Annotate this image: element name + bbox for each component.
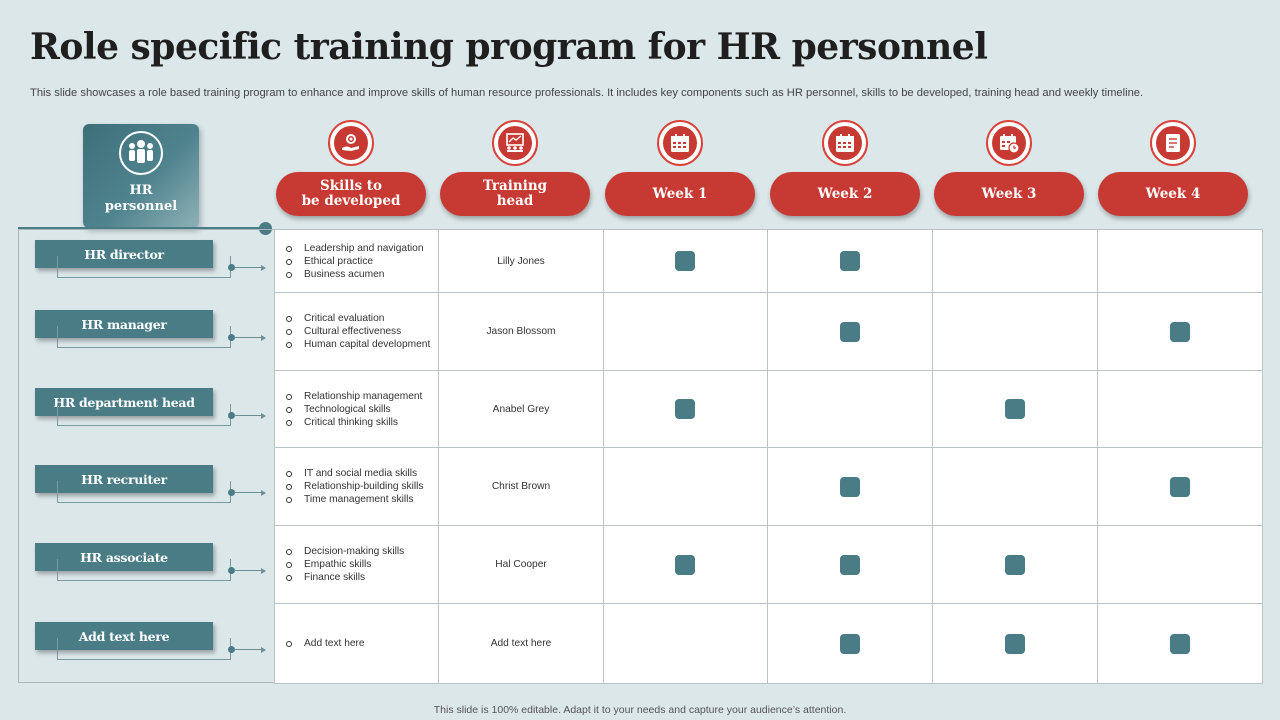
skill-item: Business acumen (285, 268, 430, 281)
arrow-right-icon (261, 647, 266, 653)
week-marker (1170, 322, 1190, 342)
week-marker (1170, 634, 1190, 654)
column-header-5: Week 4 (1098, 172, 1248, 216)
arrow-right-icon (261, 490, 266, 496)
column-header-3: Week 2 (770, 172, 920, 216)
week-1-cell (603, 604, 768, 684)
skill-item: Critical thinking skills (285, 416, 430, 429)
week-1-cell (603, 371, 768, 448)
week-marker (1005, 555, 1025, 575)
arrow-right-icon (261, 413, 266, 419)
role-label: HR department head (35, 388, 213, 416)
week-4-cell (1098, 230, 1263, 293)
calendar-clock-icon (986, 120, 1032, 166)
skill-item: Technological skills (285, 403, 430, 416)
role-connector (57, 559, 231, 581)
role-connector (57, 481, 231, 503)
arrow-right-icon (261, 568, 266, 574)
skill-item: Relationship management (285, 390, 430, 403)
role-label: Add text here (35, 622, 213, 650)
week-3-cell (933, 604, 1098, 684)
footer-note: This slide is 100% editable. Adapt it to your needs and capture your audience’s attention. (433, 704, 847, 716)
week-4-cell (1098, 526, 1263, 604)
skills-cell (275, 526, 439, 604)
column-header-2: Week 1 (605, 172, 755, 216)
arrow-right-icon (261, 335, 266, 341)
connector-line (234, 415, 262, 416)
connector-line (234, 570, 262, 571)
hr-personnel-header (83, 124, 199, 228)
skill-item: Finance skills (285, 571, 430, 584)
training-head-cell: Jason Blossom (439, 293, 603, 371)
week-1-cell (603, 293, 768, 371)
connector-line (234, 267, 262, 268)
role-connector (57, 404, 231, 426)
skill-item: Cultural effectiveness (285, 325, 430, 338)
table-row (275, 604, 1263, 684)
week-marker (675, 399, 695, 419)
skill-item: Ethical practice (285, 255, 430, 268)
training-head-cell: Christ Brown (439, 448, 603, 526)
skills-cell (275, 293, 439, 371)
week-1-cell (603, 526, 768, 604)
table-row (275, 371, 1263, 448)
role-connector (57, 326, 231, 348)
week-1-cell (603, 230, 768, 293)
skill-item: Time management skills (285, 493, 430, 506)
week-marker (840, 251, 860, 271)
week-marker (675, 555, 695, 575)
hand-gear-icon (328, 120, 374, 166)
role-connector (57, 256, 231, 278)
week-2-cell (768, 526, 933, 604)
week-4-cell (1098, 448, 1263, 526)
week-2-cell (768, 448, 933, 526)
connector-line (234, 492, 262, 493)
role-label: HR manager (35, 310, 213, 338)
week-2-cell (768, 371, 933, 448)
column-header-0: Skills to be developed (276, 172, 426, 216)
week-marker (1005, 399, 1025, 419)
week-marker (840, 322, 860, 342)
week-2-cell (768, 604, 933, 684)
connector-line (234, 649, 262, 650)
week-marker (840, 555, 860, 575)
training-head-cell: Add text here (439, 604, 603, 684)
week-marker (1005, 634, 1025, 654)
column-header-1: Training head (440, 172, 590, 216)
skills-cell (275, 230, 439, 293)
skill-item: Empathic skills (285, 558, 430, 571)
calendar-icon (822, 120, 868, 166)
skills-cell (275, 371, 439, 448)
column-header-4: Week 3 (934, 172, 1084, 216)
role-column-frame (18, 229, 274, 683)
table-row (275, 448, 1263, 526)
calendar-icon (657, 120, 703, 166)
page-title: Role specific training program for HR personnel (30, 26, 988, 68)
week-4-cell (1098, 604, 1263, 684)
week-3-cell (933, 448, 1098, 526)
skills-cell (275, 604, 439, 684)
role-connector (57, 638, 231, 660)
role-label: HR recruiter (35, 465, 213, 493)
week-2-cell (768, 293, 933, 371)
skill-item: Add text here (285, 637, 430, 650)
week-1-cell (603, 448, 768, 526)
week-4-cell (1098, 371, 1263, 448)
week-marker (840, 477, 860, 497)
week-3-cell (933, 293, 1098, 371)
week-3-cell (933, 526, 1098, 604)
table-row (275, 526, 1263, 604)
checklist-icon (1150, 120, 1196, 166)
skill-item: Human capital development (285, 338, 430, 351)
people-group-icon (119, 131, 163, 175)
week-marker (840, 634, 860, 654)
skill-item: Decision-making skills (285, 545, 430, 558)
hr-personnel-label: HR personnel (104, 183, 178, 214)
training-head-cell: Hal Cooper (439, 526, 603, 604)
arrow-right-icon (261, 265, 266, 271)
training-head-cell: Anabel Grey (439, 371, 603, 448)
skill-item: Critical evaluation (285, 312, 430, 325)
skill-item: Leadership and navigation (285, 242, 430, 255)
presentation-icon (492, 120, 538, 166)
week-marker (675, 251, 695, 271)
training-head-cell: Lilly Jones (439, 230, 603, 293)
connector-line (234, 337, 262, 338)
week-3-cell (933, 230, 1098, 293)
role-label: HR associate (35, 543, 213, 571)
skill-item: Relationship-building skills (285, 480, 430, 493)
training-table (274, 229, 1263, 684)
week-marker (1170, 477, 1190, 497)
skills-cell (275, 448, 439, 526)
week-2-cell (768, 230, 933, 293)
role-label: HR director (35, 240, 213, 268)
page-subtitle: This slide showcases a role based training program to enhance and improve skills of human resource professionals. It includes key components such as HR personnel, skills to be developed, training head and weekly timeline. (30, 87, 1144, 99)
week-3-cell (933, 371, 1098, 448)
week-4-cell (1098, 293, 1263, 371)
table-row (275, 230, 1263, 293)
table-row (275, 293, 1263, 371)
skill-item: IT and social media skills (285, 467, 430, 480)
